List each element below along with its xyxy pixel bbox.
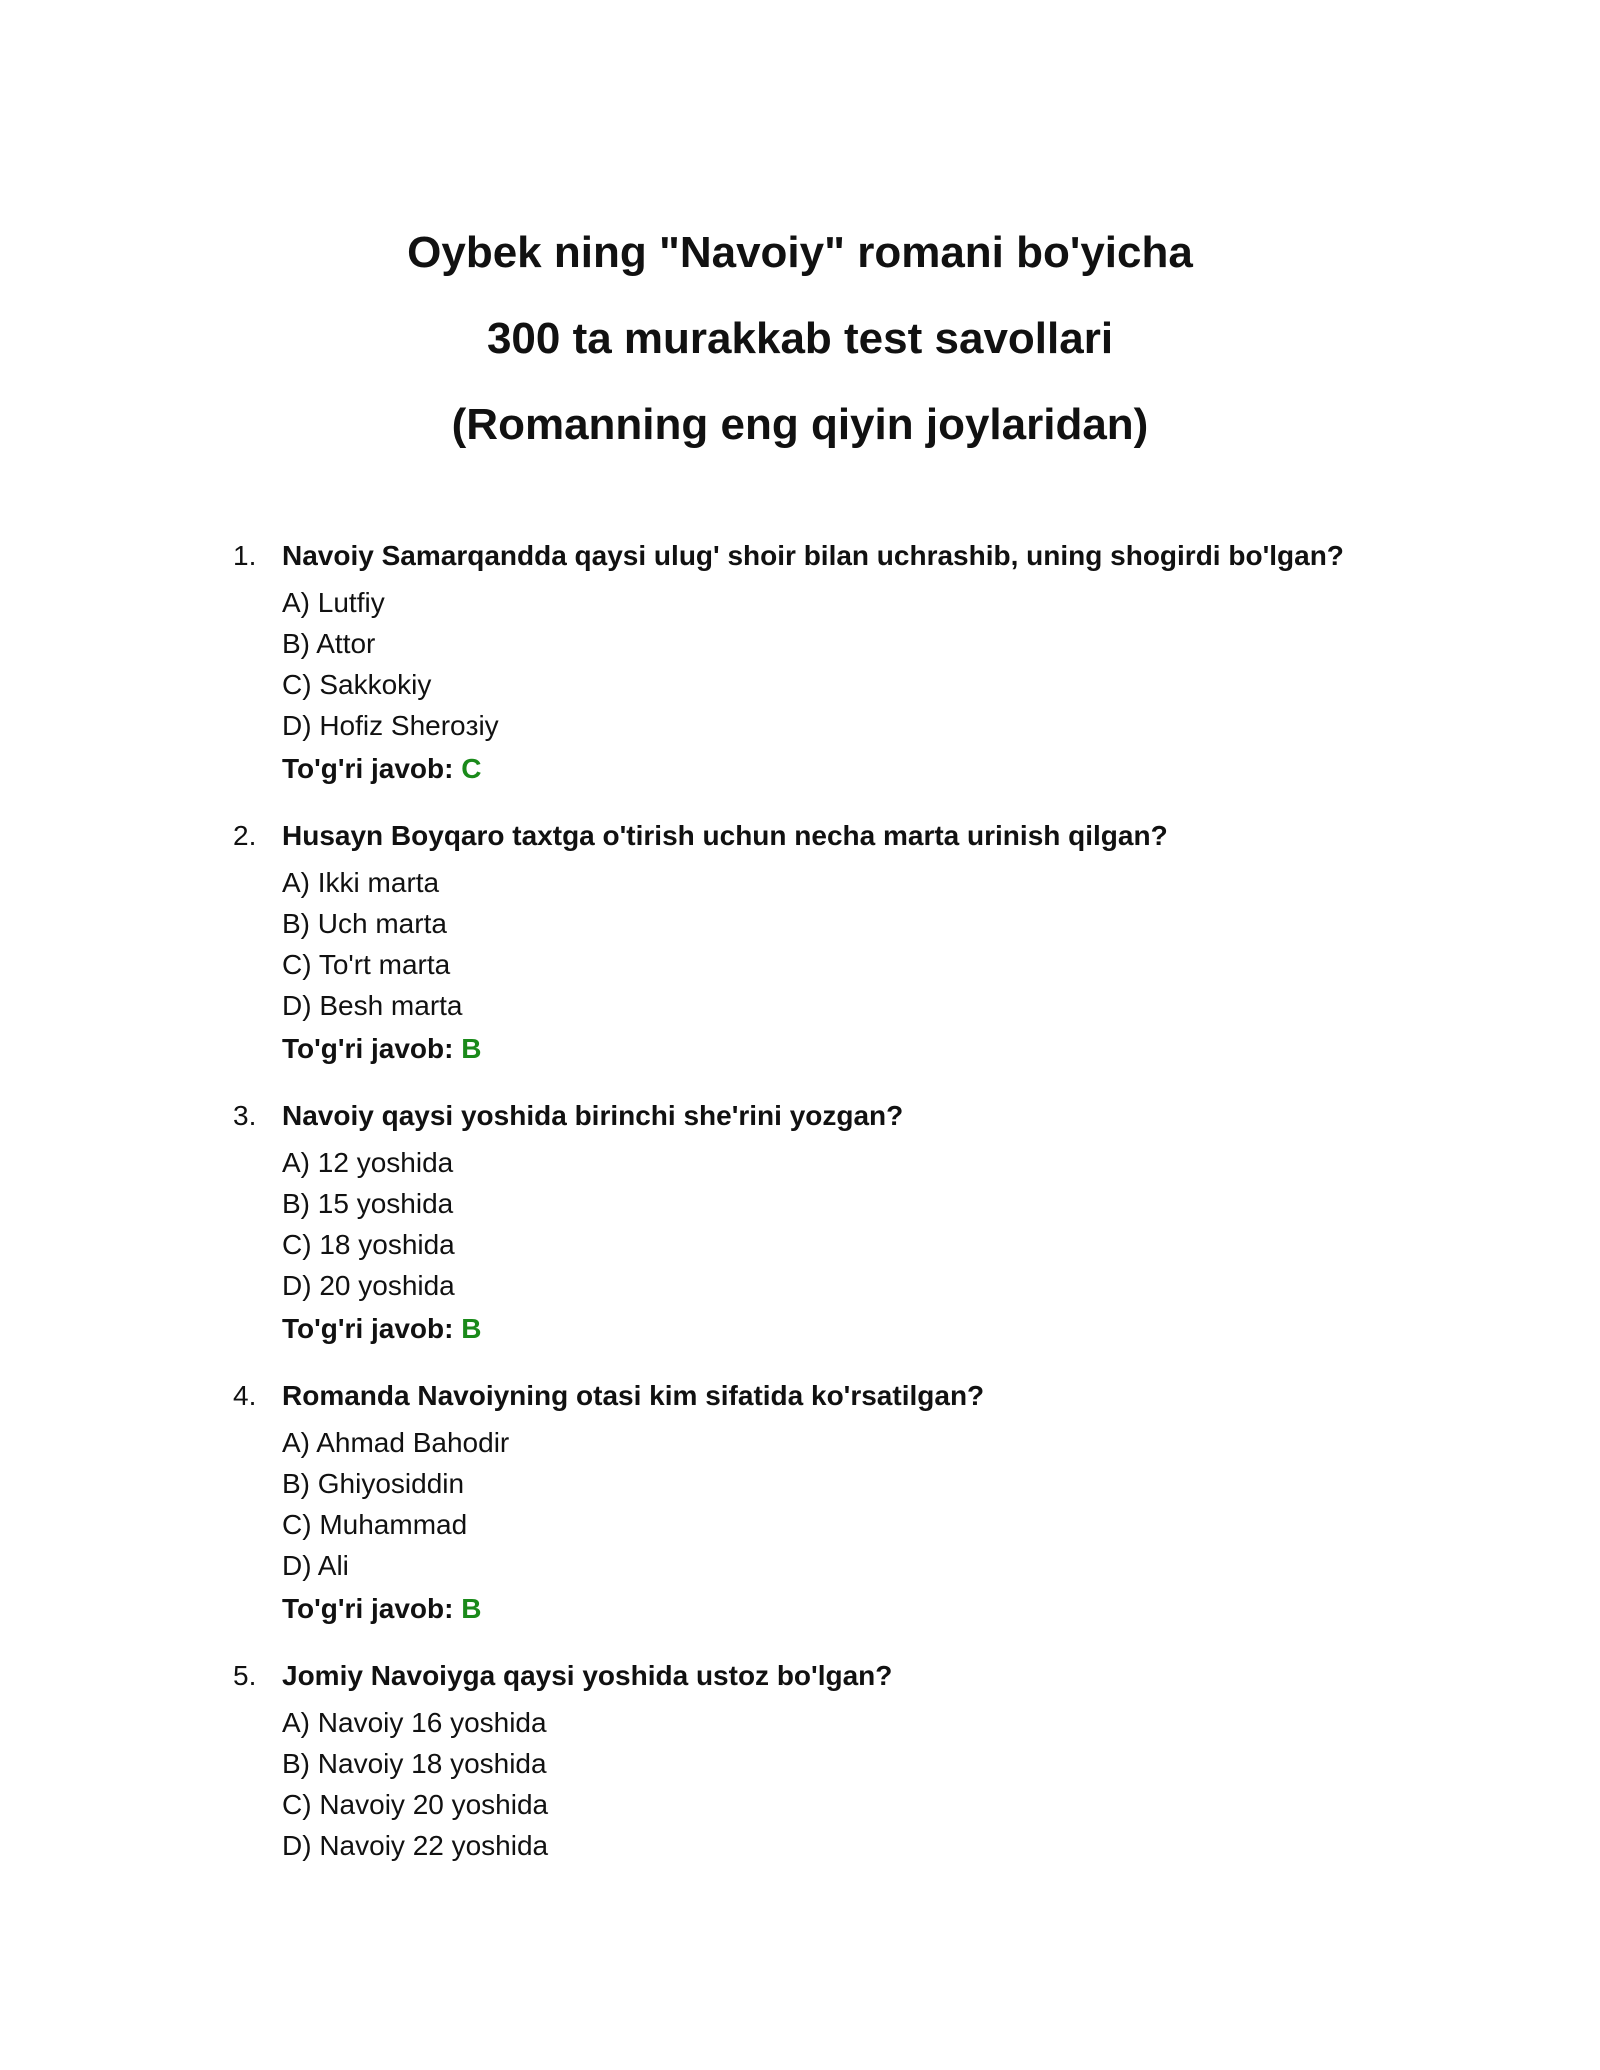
question-text: Husayn Boyqaro taxtga o'tirish uchun necha marta urinish qilgan? (282, 820, 1168, 851)
correct-answer (282, 746, 1600, 792)
answer-letter: B (461, 1593, 482, 1624)
option-list (0, 1422, 1600, 1586)
question-item (0, 1090, 1600, 1352)
question-header (0, 1090, 1600, 1142)
option-b: B) Navoiy 18 yoshida (282, 1748, 547, 1779)
option-a: A) Lutfiy (282, 587, 385, 618)
option-d: D) Besh marta (282, 990, 463, 1021)
option-d: D) Navoiy 22 yoshida (282, 1830, 549, 1861)
answer-letter: C (461, 753, 482, 784)
option-d: D) Hofiz Sheroзiy (282, 710, 499, 741)
option-list (0, 862, 1600, 1026)
option-b: B) 15 yoshida (282, 1188, 454, 1219)
question-number: 2. (233, 820, 257, 851)
option-b: B) Ghiyosiddin (282, 1468, 465, 1499)
option-c: C) Navoiy 20 yoshida (282, 1789, 549, 1820)
answer-label: To'g'ri javob: (282, 1593, 454, 1624)
question-item (0, 1650, 1600, 1866)
answer-letter: B (461, 1033, 482, 1064)
title-line-1: Oybek ning "Navoiy" romani bo'yicha (407, 228, 1193, 277)
question-text: Navoiy qaysi yoshida birinchi she'rini yozgan? (282, 1100, 904, 1131)
option-c: C) To'rt marta (282, 949, 451, 980)
question-list (0, 530, 1600, 1884)
question-number: 5. (233, 1660, 257, 1691)
question-text: Navoiy Samarqandda qaysi ulug' shoir bilan uchrashib, uning shogirdi bo'lgan? (282, 540, 1344, 571)
option-list (0, 582, 1600, 746)
option-list (0, 1142, 1600, 1306)
question-header (0, 530, 1600, 582)
question-header (0, 810, 1600, 862)
answer-label: To'g'ri javob: (282, 1313, 454, 1344)
document-title (0, 210, 1600, 468)
question-number: 4. (233, 1380, 257, 1411)
option-a: A) 12 yoshida (282, 1147, 454, 1178)
option-d: D) 20 yoshida (282, 1270, 455, 1301)
option-c: C) Muhammad (282, 1509, 468, 1540)
question-header (0, 1370, 1600, 1422)
question-item (0, 530, 1600, 792)
option-b: B) Uch marta (282, 908, 447, 939)
correct-answer (282, 1026, 1600, 1072)
option-c: C) Sakkokiy (282, 669, 432, 700)
question-number: 3. (233, 1100, 257, 1131)
question-item (0, 810, 1600, 1072)
question-item (0, 1370, 1600, 1632)
option-b: B) Attor (282, 628, 376, 659)
correct-answer (282, 1306, 1600, 1352)
option-d: D) Ali (282, 1550, 349, 1581)
question-text: Jomiy Navoiyga qaysi yoshida ustoz bo'lgan? (282, 1660, 893, 1691)
option-a: A) Navoiy 16 yoshida (282, 1707, 547, 1738)
question-text: Romanda Navoiyning otasi kim sifatida ko'rsatilgan? (282, 1380, 985, 1411)
title-line-2: 300 ta murakkab test savollari (486, 314, 1114, 363)
title-line-3: (Romanning eng qiyin joylaridan) (451, 400, 1149, 449)
option-a: A) Ikki marta (282, 867, 440, 898)
question-number: 1. (233, 540, 257, 571)
answer-label: To'g'ri javob: (282, 753, 454, 784)
option-c: C) 18 yoshida (282, 1229, 455, 1260)
option-a: A) Ahmad Bahodir (282, 1427, 510, 1458)
option-list (0, 1702, 1600, 1866)
answer-label: To'g'ri javob: (282, 1033, 454, 1064)
question-header (0, 1650, 1600, 1702)
answer-letter: B (461, 1313, 482, 1344)
correct-answer (282, 1586, 1600, 1632)
